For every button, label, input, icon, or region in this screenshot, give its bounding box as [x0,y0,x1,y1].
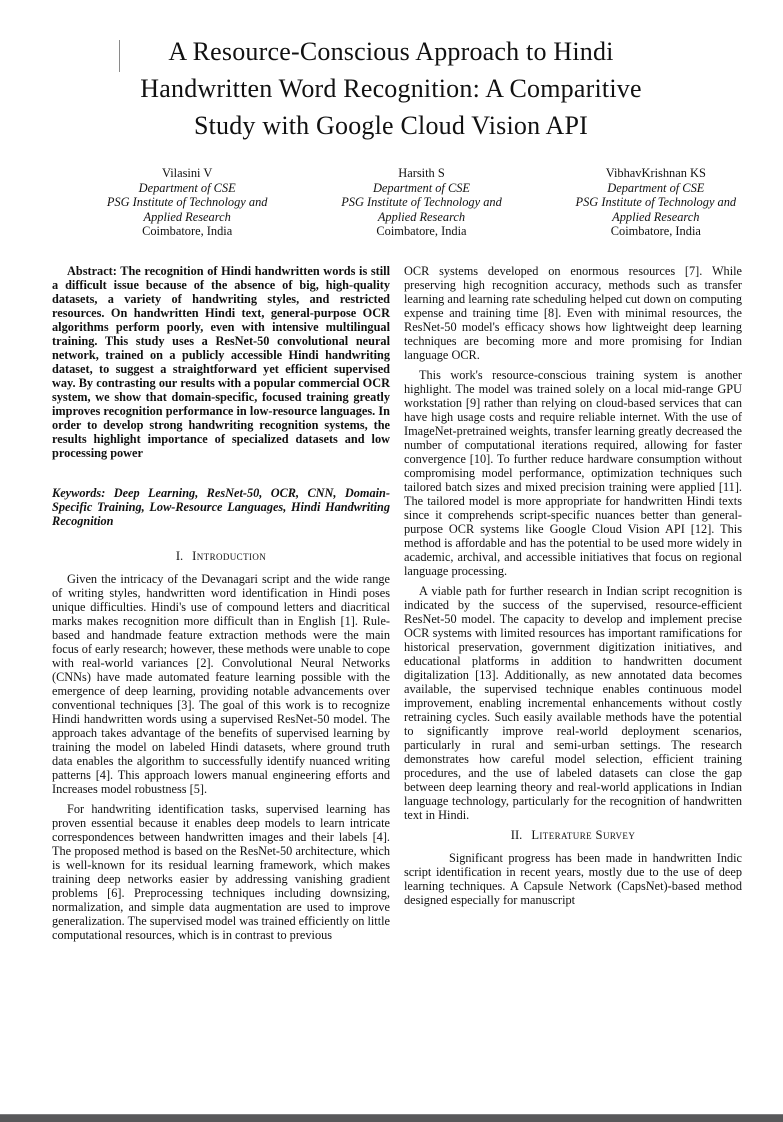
abstract [52,264,390,460]
intro-continued-paragraph-1: OCR systems developed on enormous resources [7]. While preserving high recognition accuracy, methods such as transfer learning and learning rate scheduling helped cut down on computing expense and training time [8]. Even with minimal resources, the ResNet-50 model's efficacy shows how lightweight deep learning techniques are becoming more and more promising for Indian language OCR. [404,264,742,362]
author-institution-line2: Applied Research [612,209,700,224]
section-number: II. [510,828,523,842]
author-department: Department of CSE [372,180,471,195]
author-3 [539,166,773,239]
abstract-label: Abstract: [67,264,117,278]
body-columns [52,264,742,948]
keywords-text: Deep Learning, ResNet-50, OCR, CNN, Domain-Specific Training, Low-Resource Languages, Hindi Handwriting Recognition [52,486,390,528]
author-institution-line1: PSG Institute of Technology and [341,195,502,209]
author-2 [304,166,538,239]
keywords [52,486,390,528]
author-institution-line2: Applied Research [377,209,466,224]
intro-continued-paragraph-2: This work's resource-conscious training system is another highlight. The model was trained solely on a local mid-range GPU workstation [9] rather than relying on cloud-based services that can have high usage costs and require reliable internet. With the use of ImageNet-pretrained weights, transfer learning greatly decreased the number of computational iterations required, allowing for faster convergence [10]. To further reduce hardware consumption without compromising model performance, optimization techniques such tailored batch sizes and mixed precision training were applied [11]. The tailored model is more appropriate for handwritten Hindi texts since it comprehends script-specific nuances better than general-purpose OCR systems like Google Cloud Vision API [12]. This method is affordable and has the potential to be used more widely in academic, archival, and accessible initiatives that focus on regional language processing. [404,368,742,578]
author-name: VibhavKrishnan KS [605,166,706,180]
right-column [404,264,742,948]
intro-continued-paragraph-3: A viable path for further research in Indian script recognition is indicated by the success of the supervised, resource-efficient ResNet-50 model. The capacity to develop and implement precise OCR systems with limited resources has important ramifications for historical preservation, government digitization initiatives, and educational platforms in addition to handwritten document digitalization [13]. Additionally, as new annotated data becomes available, the supervised technique enables continuous model improvement, enabling incremental enhancements without costly retraining cycles. Such easily available methods have the potential to significantly improve real-world deployment scenarios, particularly in rural and semi-urban settings. The research demonstrates how careful model selection, efficient training procedures, and the use of labeled datasets can close the gap between deep learning theory and real-world applications in Indian language technology, particularly for the recognition of handwritten text in Hindi. [404,584,742,822]
author-name: Harsith S [398,166,445,180]
author-department: Department of CSE [138,180,236,195]
section-label: Introduction [192,549,267,563]
author-institution-line1: PSG Institute of Technology and [106,195,268,209]
section-label: Literature Survey [531,828,636,842]
abstract-text: The recognition of Hindi handwritten words is still a difficult issue because of the absence of big, high-quality datasets, a variety of handwriting styles, and restricted resources. On handwritten Hindi text, general-purpose OCR algorithms perform poorly, even with intensive multilingual training. This study uses a ResNet-50 convolutional neural network, trained on a publicly accessible Hindi handwriting dataset, to suggest a straightforward yet efficient supervised way. By contrasting our results with a popular commercial OCR system, we show that domain-specific, focused training greatly improves recognition performance in low-resource languages. In order to develop strong handwriting recognition systems, the results highlight importance of specialized datasets and low processing power [52,264,390,460]
section-heading-literature-survey [404,828,742,842]
paper-title: A Resource-Conscious Approach to Hindi Handwritten Word Recognition: A Comparitive Study with Google Cloud Vision API [140,37,642,140]
author-institution-line1: PSG Institute of Technology and [575,195,737,209]
author-location: Coimbatore, India [142,224,233,238]
intro-paragraph-1: Given the intricacy of the Devanagari script and the wide range of writing styles, handwritten word identification in Hindi poses unique difficulties. Hindi's use of compound letters and diacritical marks makes recognition more difficult than in English [1]. Rule-based and handmade feature extraction methods were the main focus of early research; however, these methods were unable to cope with real-world variances [2]. Convolutional Neural Networks (CNNs) have made automated feature learning possible with the emergence of deep learning, providing notable advancements over conventional techniques [3]. The goal of this work is to recognize Hindi handwritten words using a supervised ResNet-50 model. The approach takes advantage of the benefits of supervised learning by training the model on labeled Hindi datasets, where ground truth data enables the algorithm to successfully identify nuanced writing patterns [4]. This approach lowers manual engineering efforts and Increases model robustness [5]. [52,572,390,796]
section-number: I. [175,549,184,563]
left-column [52,264,390,948]
author-1 [70,166,304,239]
keywords-label: Keywords: [52,486,106,500]
author-institution-line2: Applied Research [143,209,231,224]
window-bottom-edge [0,1114,783,1122]
literature-paragraph-1: Significant progress has been made in handwritten Indic script identification in recent years, mostly due to the use of deep learning techniques. A Capsule Network (CapsNet)-based method designed especially for manuscript [404,851,742,907]
author-location: Coimbatore, India [376,224,467,238]
section-heading-introduction [52,549,390,563]
author-name: Vilasini V [162,166,213,180]
author-block [70,166,773,239]
intro-paragraph-2: For handwriting identification tasks, supervised learning has proven essential because it enables deep models to learn intricate correspondences between handwritten images and their labels [4]. The proposed method is based on the ResNet-50 architecture, which is well-known for its residual learning framework, which makes training deep networks easier by addressing vanishing gradient problems [6]. Preprocessing techniques including downsizing, normalization, and simple data augmentation are used to improve generalization. The supervised model was trained efficiently on little computational resources, which is in contrast to previous [52,802,390,942]
author-location: Coimbatore, India [610,224,701,238]
author-department: Department of CSE [607,180,705,195]
